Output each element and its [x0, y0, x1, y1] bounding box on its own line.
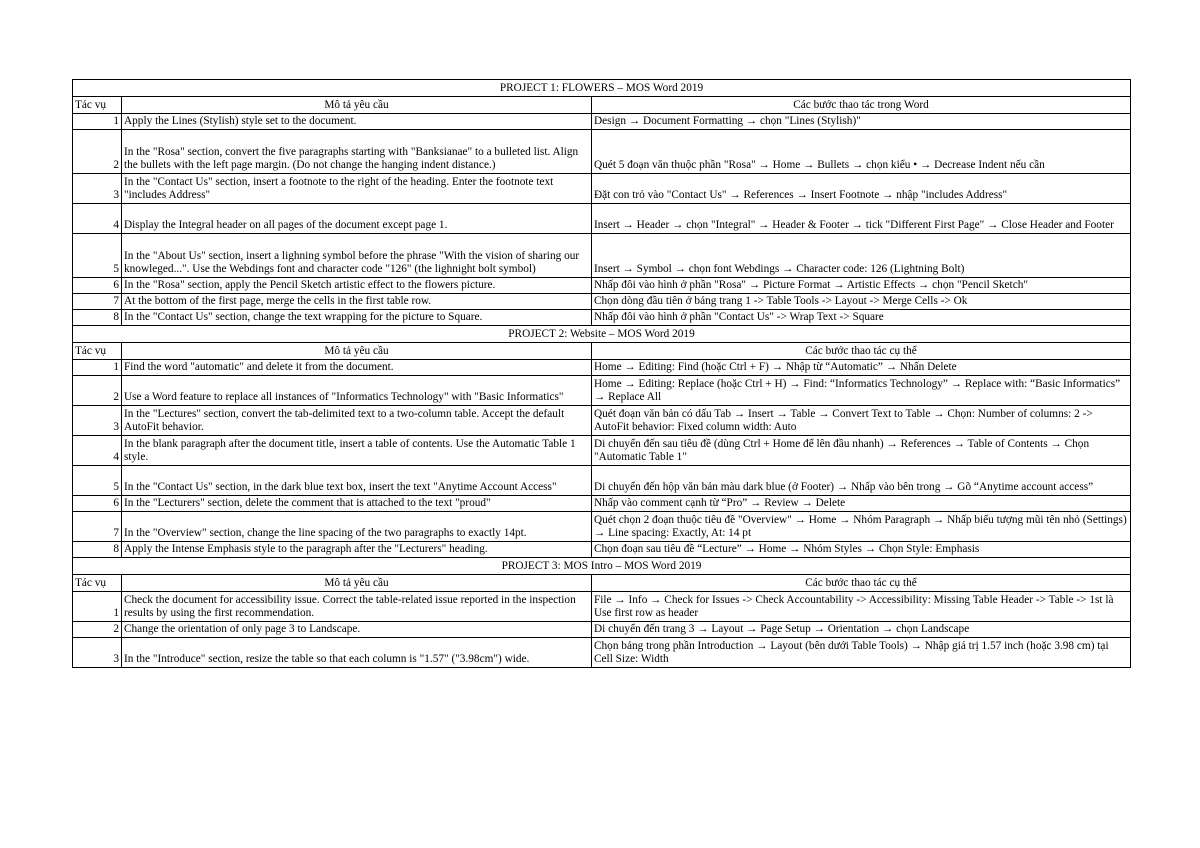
table-row	[73, 638, 1131, 668]
header-steps: Các bước thao tác cụ thể	[592, 343, 1131, 360]
task-description: At the bottom of the first page, merge the cells in the first table row.	[122, 294, 592, 310]
task-number: 6	[73, 278, 122, 294]
task-number: 8	[73, 310, 122, 326]
task-description: In the "Lectures" section, convert the tab-delimited text to a two-column table. Accept the default AutoFit behavior.	[122, 406, 592, 436]
task-number: 8	[73, 542, 122, 558]
table-row	[73, 234, 1131, 278]
task-description: Apply the Intense Emphasis style to the paragraph after the "Lecturers" heading.	[122, 542, 592, 558]
task-description: In the "Rosa" section, apply the Pencil Sketch artistic effect to the flowers picture.	[122, 278, 592, 294]
task-number: 7	[73, 512, 122, 542]
task-steps: Chọn bảng trong phần Introduction → Layout (bên dưới Table Tools) → Nhập giá trị 1.57 inch (hoặc 3.98 cm) tại Cell Size: Width	[592, 638, 1131, 668]
table-row	[73, 436, 1131, 466]
task-description: In the "Contact Us" section, in the dark blue text box, insert the text "Anytime Account Access"	[122, 466, 592, 496]
task-number: 2	[73, 130, 122, 174]
table-row	[73, 310, 1131, 326]
table-row	[73, 496, 1131, 512]
task-description: Use a Word feature to replace all instances of "Informatics Technology" with "Basic Informatics"	[122, 376, 592, 406]
task-description: In the blank paragraph after the document title, insert a table of contents. Use the Automatic Table 1 style.	[122, 436, 592, 466]
task-number: 4	[73, 436, 122, 466]
task-number: 7	[73, 294, 122, 310]
task-steps: Nhấp đôi vào hình ở phần "Rosa" → Picture Format → Artistic Effects → chọn "Pencil Sketch"	[592, 278, 1131, 294]
table-row	[73, 542, 1131, 558]
table-row	[73, 204, 1131, 234]
table-row	[73, 466, 1131, 496]
table-row	[73, 114, 1131, 130]
task-steps: Nhấp đôi vào hình ở phần "Contact Us" -> Wrap Text -> Square	[592, 310, 1131, 326]
task-description: Apply the Lines (Stylish) style set to the document.	[122, 114, 592, 130]
task-steps: Đặt con trỏ vào "Contact Us" → References → Insert Footnote → nhập "includes Address"	[592, 174, 1131, 204]
header-row	[73, 575, 1131, 592]
task-description: In the "Introduce" section, resize the table so that each column is "1.57" ("3.98cm") wide.	[122, 638, 592, 668]
table-row	[73, 278, 1131, 294]
task-steps: Home → Editing: Replace (hoặc Ctrl + H) → Find: “Informatics Technology” → Replace with: “Basic Informatics” → Replace All	[592, 376, 1131, 406]
project-title: PROJECT 2: Website – MOS Word 2019	[73, 326, 1131, 343]
task-number: 1	[73, 114, 122, 130]
header-task: Tác vụ	[73, 97, 122, 114]
table-row	[73, 622, 1131, 638]
table-row	[73, 406, 1131, 436]
table-row	[73, 360, 1131, 376]
project-title: PROJECT 1: FLOWERS – MOS Word 2019	[73, 80, 1131, 97]
project-title: PROJECT 3: MOS Intro – MOS Word 2019	[73, 558, 1131, 575]
task-number: 4	[73, 204, 122, 234]
header-task: Tác vụ	[73, 575, 122, 592]
table-row	[73, 376, 1131, 406]
task-number: 2	[73, 376, 122, 406]
task-steps: Quét đoạn văn bản có dấu Tab → Insert → Table → Convert Text to Table → Chọn: Number of columns: 2 -> AutoFit behavior: Fixed column width: Auto	[592, 406, 1131, 436]
task-steps: Chọn dòng đầu tiên ở bảng trang 1 -> Table Tools -> Layout -> Merge Cells -> Ok	[592, 294, 1131, 310]
header-description: Mô tả yêu cầu	[122, 97, 592, 114]
project-title-row	[73, 326, 1131, 343]
task-number: 5	[73, 466, 122, 496]
task-number: 5	[73, 234, 122, 278]
table-row	[73, 294, 1131, 310]
task-number: 2	[73, 622, 122, 638]
task-description: In the "Rosa" section, convert the five paragraphs starting with "Banksianae" to a bulleted list. Align the bullets with the left page margin. (Do not change the hanging indent distance.)	[122, 130, 592, 174]
task-steps: Di chuyển đến trang 3 → Layout → Page Setup → Orientation → chọn Landscape	[592, 622, 1131, 638]
task-number: 3	[73, 174, 122, 204]
task-steps: Quét chọn 2 đoạn thuộc tiêu đề "Overview" → Home → Nhóm Paragraph → Nhấp biểu tượng mũi tên nhỏ (Settings) → Line spacing: Exactly, At: 14 pt	[592, 512, 1131, 542]
table-row	[73, 512, 1131, 542]
task-number: 3	[73, 406, 122, 436]
task-steps: Home → Editing: Find (hoặc Ctrl + F) → Nhập từ “Automatic” → Nhấn Delete	[592, 360, 1131, 376]
task-number: 1	[73, 360, 122, 376]
header-steps: Các bước thao tác trong Word	[592, 97, 1131, 114]
header-row	[73, 97, 1131, 114]
task-description: Change the orientation of only page 3 to Landscape.	[122, 622, 592, 638]
header-description: Mô tả yêu cầu	[122, 575, 592, 592]
task-description: In the "About Us" section, insert a lighning symbol before the phrase "With the vision of sharing our knowleged...". Use the Webdings font and character code "126" (the lighnight bolt symbol)	[122, 234, 592, 278]
task-steps: Chọn đoạn sau tiêu đề “Lecture” → Home → Nhóm Styles → Chọn Style: Emphasis	[592, 542, 1131, 558]
header-row	[73, 343, 1131, 360]
task-steps: Insert → Symbol → chọn font Webdings → Character code: 126 (Lightning Bolt)	[592, 234, 1131, 278]
task-description: In the "Overview" section, change the line spacing of the two paragraphs to exactly 14pt.	[122, 512, 592, 542]
task-steps: Design → Document Formatting → chọn "Lines (Stylish)"	[592, 114, 1131, 130]
task-steps: Di chuyển đến sau tiêu đề (dùng Ctrl + Home để lên đầu nhanh) → References → Table of Contents → Chọn "Automatic Table 1"	[592, 436, 1131, 466]
task-steps: Quét 5 đoạn văn thuộc phần "Rosa" → Home → Bullets → chọn kiểu • → Decrease Indent nếu cần	[592, 130, 1131, 174]
task-description: In the "Contact Us" section, change the text wrapping for the picture to Square.	[122, 310, 592, 326]
task-table	[72, 79, 1131, 668]
table-row	[73, 592, 1131, 622]
table-row	[73, 130, 1131, 174]
task-description: Check the document for accessibility issue. Correct the table-related issue reported in the inspection results by using the first recommendation.	[122, 592, 592, 622]
task-steps: Insert → Header → chọn "Integral" → Header & Footer → tick "Different First Page" → Close Header and Footer	[592, 204, 1131, 234]
task-description: Display the Integral header on all pages of the document except page 1.	[122, 204, 592, 234]
header-steps: Các bước thao tác cụ thể	[592, 575, 1131, 592]
header-description: Mô tả yêu cầu	[122, 343, 592, 360]
task-description: In the "Contact Us" section, insert a footnote to the right of the heading. Enter the footnote text "includes Address"	[122, 174, 592, 204]
task-steps: Di chuyển đến hộp văn bản màu dark blue (ở Footer) → Nhấp vào bên trong → Gõ “Anytime account access”	[592, 466, 1131, 496]
project-title-row	[73, 80, 1131, 97]
task-number: 1	[73, 592, 122, 622]
task-number: 6	[73, 496, 122, 512]
project-title-row	[73, 558, 1131, 575]
task-steps: Nhấp vào comment cạnh từ “Pro” → Review → Delete	[592, 496, 1131, 512]
table-row	[73, 174, 1131, 204]
task-steps: File → Info → Check for Issues -> Check Accountability -> Accessibility: Missing Table Header -> Table -> 1st là Use first row as header	[592, 592, 1131, 622]
document-page	[72, 79, 1130, 668]
task-description: Find the word "automatic" and delete it from the document.	[122, 360, 592, 376]
task-description: In the "Lecturers" section, delete the comment that is attached to the text "proud"	[122, 496, 592, 512]
task-number: 3	[73, 638, 122, 668]
header-task: Tác vụ	[73, 343, 122, 360]
